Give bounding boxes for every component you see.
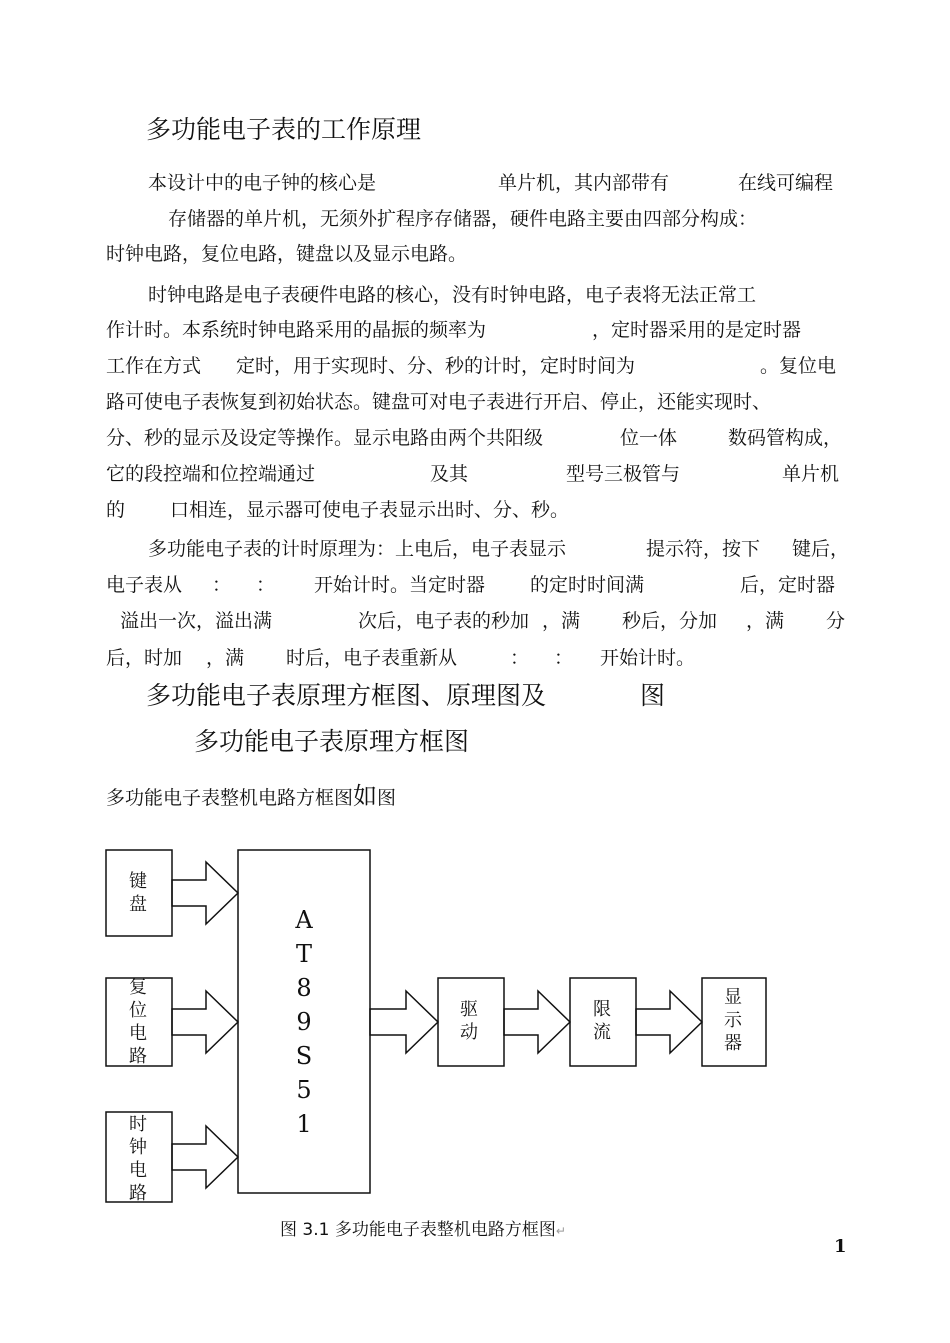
heading-section-diagrams-tail: 图 <box>640 681 666 710</box>
intro-ru: 如 <box>353 782 378 810</box>
text-line: 。复位电 <box>760 355 837 377</box>
text-line: 分 <box>826 610 846 632</box>
heading-working-principle: 多功能电子表的工作原理 <box>146 115 422 144</box>
text-line: 路可使电子表恢复到初始状态。键盘可对电子表进行开启、停止，还能实现时、 <box>106 391 772 413</box>
reset-label-4: 路 <box>129 1046 147 1067</box>
limiter-label-2: 流 <box>593 1022 611 1043</box>
text-line: ： <box>256 574 276 596</box>
page-number: 1 <box>834 1236 847 1257</box>
text-line: 秒后，分加 <box>622 610 718 632</box>
reset-label-1: 复 <box>129 977 147 998</box>
text-line: 型号三极管与 <box>566 463 681 485</box>
arrow-driver-to-limiter <box>504 991 570 1053</box>
return-mark-icon: ↵ <box>555 1224 566 1238</box>
text-line: ： <box>554 647 574 669</box>
text-line: 次后，电子表的秒加 <box>358 610 530 632</box>
text-line: 存储器的单片机，无须外扩程序存储器，硬件电路主要由四部分构成： <box>168 208 758 230</box>
text-line: 后，时加 <box>106 647 183 669</box>
text-line: 它的段控端和位控端通过 <box>106 463 316 485</box>
text-line: 开始计时。当定时器 <box>314 574 486 596</box>
text-line: 作计时。本系统时钟电路采用的晶振的频率为 <box>106 319 487 341</box>
caption-text: 图 3.1 多功能电子表整机电路方框图 <box>280 1220 556 1240</box>
arrow-clock-to-mcu <box>172 1126 238 1188</box>
text-line: 提示符，按下 <box>646 538 761 560</box>
mcu-label-4: 9 <box>296 1008 312 1036</box>
text-line: ，定时器采用的是定时器 <box>592 319 802 341</box>
mcu-label-3: 8 <box>296 974 312 1002</box>
reset-label-2: 位 <box>129 1000 147 1021</box>
text-line: 口相连，显示器可使电子表显示出时、分、秒。 <box>170 499 570 521</box>
text-line: 工作在方式 <box>106 355 202 377</box>
clock-label-3: 电 <box>129 1160 147 1181</box>
mcu-label-2: T <box>295 940 313 968</box>
arrow-reset-to-mcu <box>172 991 238 1053</box>
heading-section-diagrams: 多功能电子表原理方框图、原理图及 <box>146 681 547 710</box>
reset-label-3: 电 <box>129 1023 147 1044</box>
arrow-keyboard-to-mcu <box>172 862 238 924</box>
text-line: 定时，用于实现时、分、秒的计时，定时时间为 <box>236 355 636 377</box>
display-label-1: 显 <box>724 987 742 1008</box>
driver-label-1: 驱 <box>460 999 478 1020</box>
display-label-2: 示 <box>724 1010 742 1031</box>
intro-tu: 图 <box>377 787 397 809</box>
text-line: 单片机，其内部带有 <box>498 172 670 194</box>
text-line: ，满 <box>746 610 785 632</box>
keyboard-box <box>106 850 172 936</box>
text-line: 单片机 <box>782 463 840 485</box>
heading-block-diagram: 多功能电子表原理方框图 <box>194 727 470 756</box>
text-line: 开始计时。 <box>600 647 696 669</box>
clock-label-1: 时 <box>129 1114 147 1135</box>
text-line: 时后，电子表重新从 <box>286 647 458 669</box>
text-line: ： <box>212 574 232 596</box>
intro-text: 多功能电子表整机电路方框图 <box>106 787 354 809</box>
clock-label-2: 钟 <box>129 1137 147 1158</box>
keyboard-label-2: 盘 <box>129 894 147 915</box>
text-line: ，满 <box>206 647 245 669</box>
mcu-label-7: 1 <box>296 1110 312 1138</box>
text-line: 及其 <box>430 463 469 485</box>
arrow-mcu-to-driver <box>370 991 438 1053</box>
text-line: 分、秒的显示及设定等操作。显示电路由两个共阳级 <box>106 427 544 449</box>
text-line: ，满 <box>542 610 581 632</box>
limiter-label-1: 限 <box>593 999 611 1020</box>
text-line: 的 <box>106 499 126 521</box>
keyboard-label-1: 键 <box>129 871 147 892</box>
text-line: 多功能电子表的计时原理为：上电后，电子表显示 <box>148 538 567 560</box>
text-line: 电子表从 <box>106 574 183 596</box>
text-line: ： <box>510 647 530 669</box>
text-line: 数码管构成， <box>728 427 843 449</box>
text-line: 的定时时间满 <box>530 574 645 596</box>
mcu-label-5: S <box>295 1042 313 1070</box>
mcu-label-1: A <box>295 906 313 934</box>
figure-caption <box>280 1215 566 1240</box>
text-line: 本设计中的电子钟的核心是 <box>148 172 377 194</box>
text-line: 时钟电路是电子表硬件电路的核心，没有时钟电路，电子表将无法正常工 <box>148 284 757 306</box>
mcu-label-6: 5 <box>296 1076 312 1104</box>
arrow-limiter-to-display <box>636 991 702 1053</box>
driver-label-2: 动 <box>460 1022 478 1043</box>
text-line: 键后， <box>792 538 850 560</box>
text-line: 在线可编程 <box>738 172 834 194</box>
display-label-3: 器 <box>724 1033 742 1054</box>
text-line: 位一体 <box>620 427 678 449</box>
clock-label-4: 路 <box>129 1183 147 1204</box>
text-line: 溢出一次，溢出满 <box>120 610 273 632</box>
text-line: 后，定时器 <box>740 574 836 596</box>
text-line: 时钟电路，复位电路，键盘以及显示电路。 <box>106 243 468 265</box>
